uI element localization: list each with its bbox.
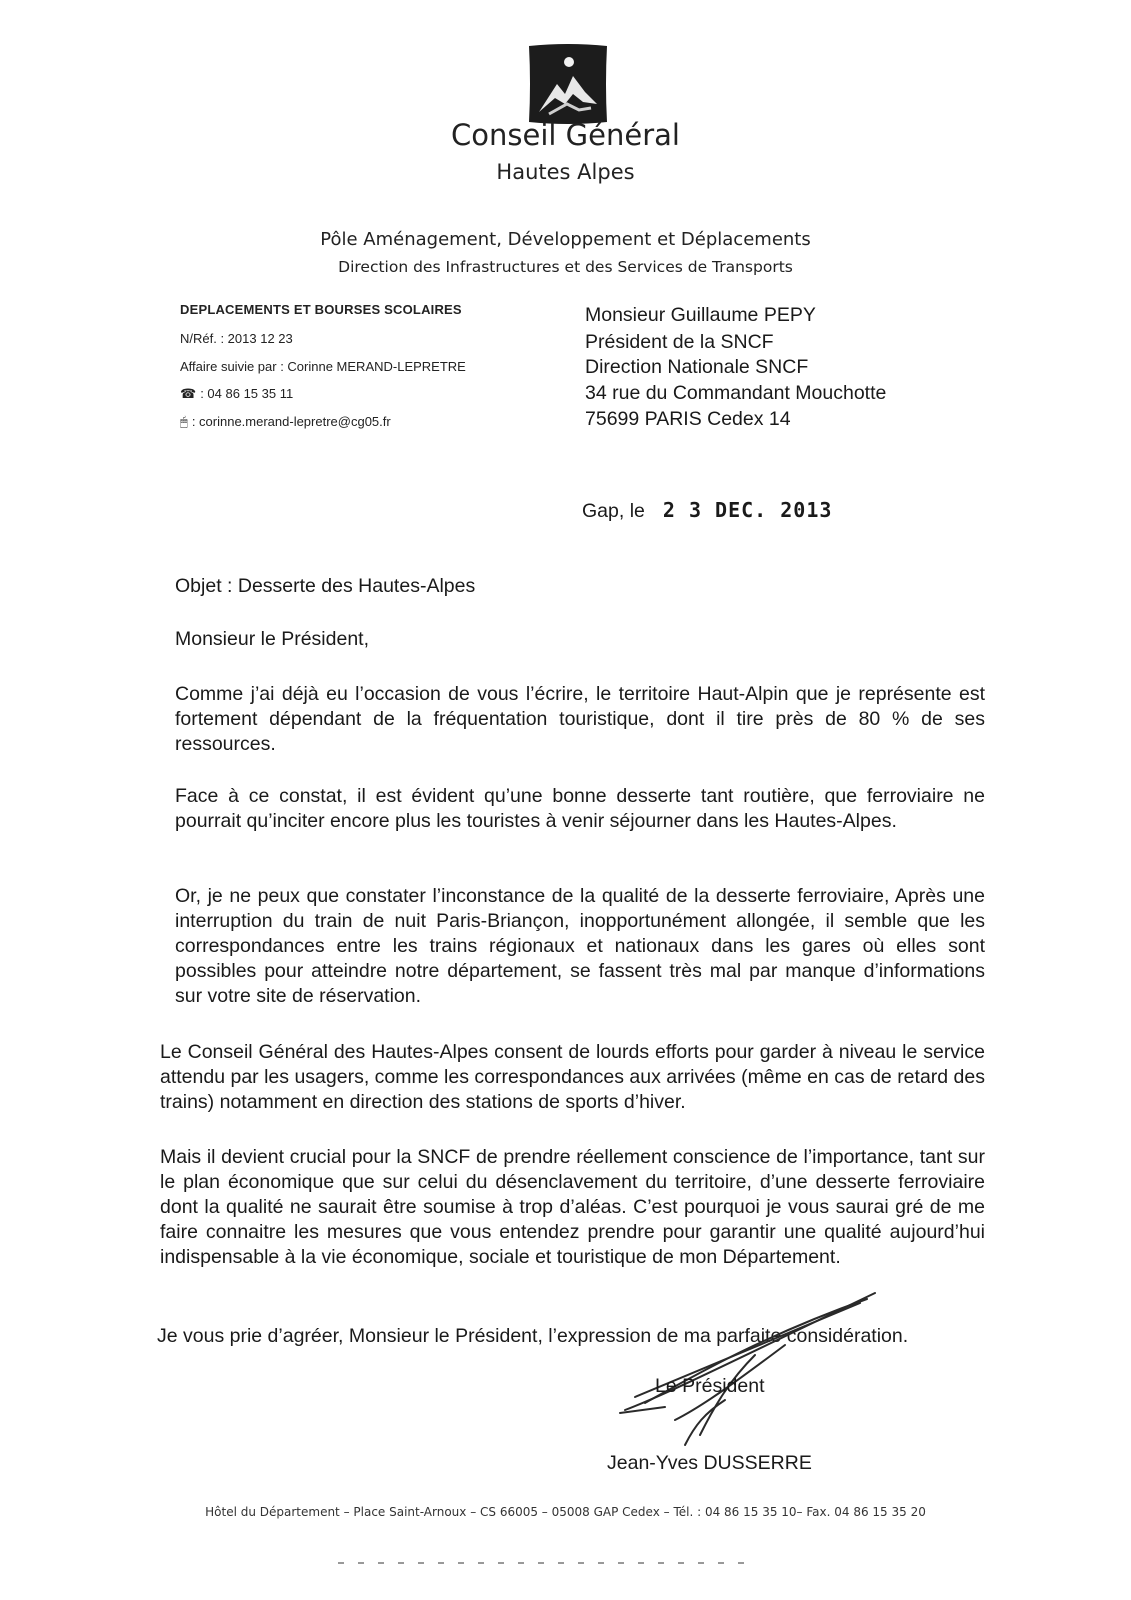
sender-phone [180,386,293,402]
footer-address: Hôtel du Département – Place Saint-Arnoux – CS 66005 – 05008 GAP Cedex – Tél. : 04 86 15 35 10– Fax. 04 86 15 35 20 [205,1505,926,1519]
recipient-line: 34 rue du Commandant Mouchotte [585,382,887,404]
date-place: Gap, le [582,500,645,522]
body-paragraph: Mais il devient crucial pour la SNCF de prendre réellement conscience de l’importance, tant sur le plan économique que sur celui du désenclavement du territoire, d’une desserte ferroviaire dont la qualité ne saurait être soumise à trop d’aléas. C’est pourquoi je vous saurai gré de me faire connaitre les mesures que vous entendez prendre pour garantir une qualité aujourd’hui indispensable à la vie économique, sociale et touristique de mon Département. [160,1146,985,1268]
sender-email [180,414,391,430]
sender-phone-number: : 04 86 15 35 11 [200,386,294,401]
recipient-line: Président de la SNCF [585,331,774,353]
signatory-name: Jean-Yves DUSSERRE [607,1452,812,1474]
faint-scan-mark [338,1560,758,1566]
direction-heading: Direction des Infrastructures et des Services de Transports [338,258,793,276]
sender-department: DEPLACEMENTS ET BOURSES SCOLAIRES [180,302,462,317]
body-paragraph: Comme j’ai déjà eu l’occasion de vous l’écrire, le territoire Haut-Alpin que je représente est fortement dépendant de la fréquentation touristique, dont il tire près de 80 % de ses ressources. [175,683,985,755]
body-paragraph: Le Conseil Général des Hautes-Alpes consent de lourds efforts pour garder à niveau le service attendu par les usagers, comme les correspondances aux arrivées (même en cas de retard des trains) notamment en direction des stations de sports d’hiver. [160,1041,985,1113]
body-paragraph: Face à ce constat, il est évident qu’une bonne desserte tant routière, que ferroviaire ne pourrait qu’inciter encore plus les touristes à venir séjourner dans les Hautes-Alpes. [175,785,985,832]
letter-date [582,498,832,523]
date-stamp: 2 3 DEC. 2013 [662,498,833,522]
body-paragraph: Or, je ne peux que constater l’inconstance de la qualité de la desserte ferroviaire, Après une interruption du train de nuit Paris-Briançon, inopportunément allongée, il semble que les correspondances entre les trains régionaux et nationaux dans les gares où elles sont possibles pour atteindre notre département, se fassent très mal par manque d’informations sur votre site de réservation. [175,885,985,1007]
signatory-title: Le Président [655,1375,765,1397]
handwritten-signature [605,1285,895,1450]
recipient-line: Direction Nationale SNCF [585,356,809,378]
pole-heading: Pôle Aménagement, Développement et Déplacements [320,229,811,250]
org-subtitle: Hautes Alpes [496,160,635,184]
sender-email-address: : corinne.merand-lepretre@cg05.fr [191,414,391,429]
org-name: Conseil Général [451,118,680,152]
letter-object: Objet : Desserte des Hautes-Alpes [175,575,476,597]
recipient-line: Monsieur Guillaume PEPY [585,304,816,326]
mouse-icon: 🖱 [180,414,188,429]
letter-salutation: Monsieur le Président, [175,628,370,650]
letter-closing: Je vous prie d’agréer, Monsieur le Président, l’expression de ma parfaite considération. [157,1325,909,1347]
sender-reference: N/Réf. : 2013 12 23 [180,331,293,346]
conseil-general-logo [527,42,609,126]
recipient-line: 75699 PARIS Cedex 14 [585,408,791,430]
sender-handled-by: Affaire suivie par : Corinne MERAND-LEPRETRE [180,359,466,374]
phone-icon: ☎ [180,386,197,401]
